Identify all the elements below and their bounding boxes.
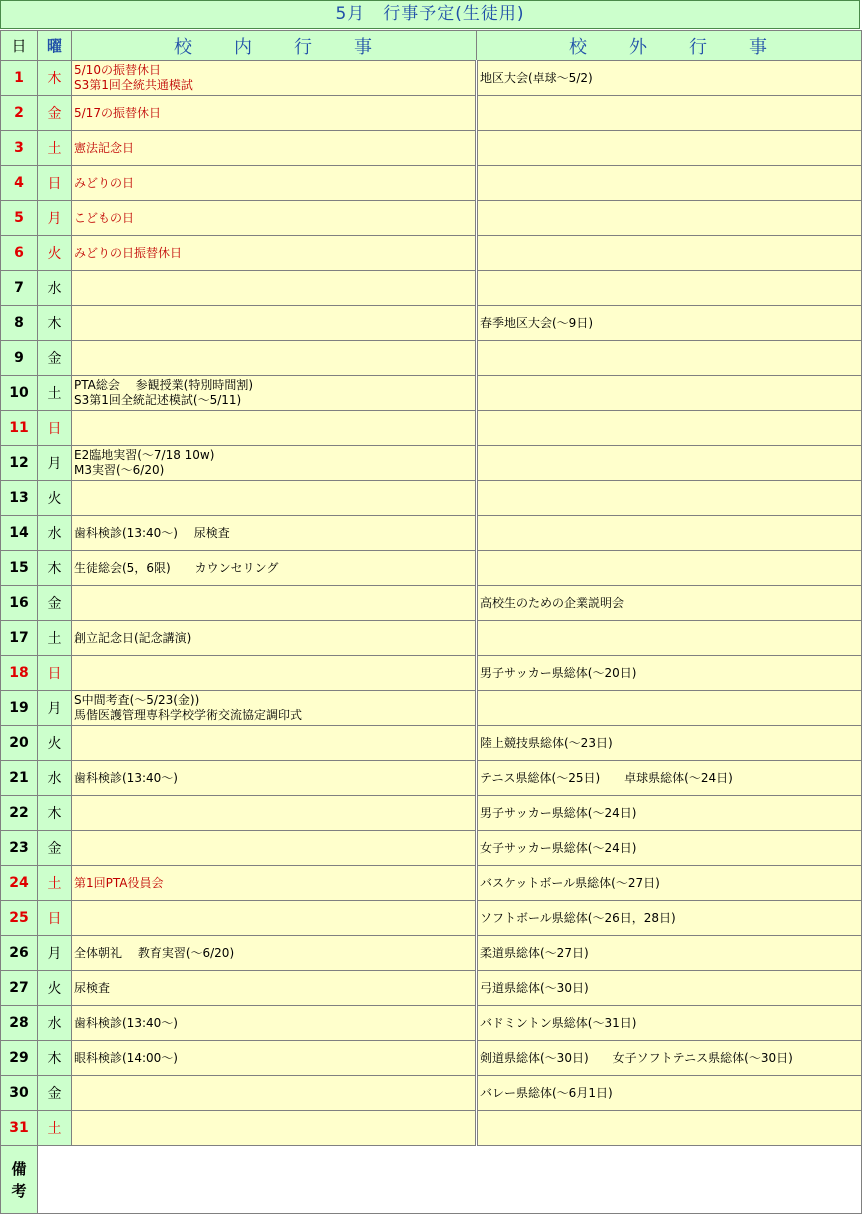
out-school-event-text: 弓道県総体(～30日) <box>480 980 589 995</box>
weekday: 土 <box>38 866 72 901</box>
out-school-event-text: バスケットボール県総体(～27日) <box>480 875 660 890</box>
in-school-events[interactable] <box>72 306 477 341</box>
in-school-event-text: 歯科検診(13:40～) 尿検査 <box>74 525 230 540</box>
in-school-event-text: E2臨地実習(～7/18 10w) <box>74 448 215 462</box>
out-school-event-text: バレー県総体(～6月1日) <box>480 1085 613 1100</box>
weekday: 日 <box>38 411 72 446</box>
weekday: 金 <box>38 586 72 621</box>
day-row <box>1 96 862 131</box>
in-school-events[interactable] <box>72 551 477 586</box>
out-school-event-text: 男子サッカー県総体(～20日) <box>480 665 637 680</box>
out-school-events[interactable] <box>477 551 862 586</box>
day-number: 8 <box>1 306 38 341</box>
day-number: 12 <box>1 446 38 481</box>
in-school-event-text: 全体朝礼 教育実習(～6/20) <box>74 945 235 960</box>
out-school-events[interactable] <box>477 446 862 481</box>
in-school-events[interactable] <box>72 971 477 1006</box>
in-school-event-text: 馬偕医護管理専科学校学術交流協定調印式 <box>74 708 303 722</box>
weekday: 木 <box>38 796 72 831</box>
day-number: 24 <box>1 866 38 901</box>
day-row <box>1 1041 862 1076</box>
weekday: 火 <box>38 726 72 761</box>
out-school-events[interactable] <box>477 131 862 166</box>
day-number: 29 <box>1 1041 38 1076</box>
day-number: 4 <box>1 166 38 201</box>
day-number: 31 <box>1 1111 38 1146</box>
day-number: 26 <box>1 936 38 971</box>
day-number: 11 <box>1 411 38 446</box>
day-number: 7 <box>1 271 38 306</box>
day-number: 20 <box>1 726 38 761</box>
weekday: 水 <box>38 1006 72 1041</box>
in-school-event-text: 創立記念日(記念講演) <box>74 630 192 645</box>
out-school-event-text: ソフトボール県総体(～26日，28日) <box>480 910 676 925</box>
weekday: 日 <box>38 166 72 201</box>
in-school-events[interactable] <box>72 726 477 761</box>
day-row <box>1 551 862 586</box>
out-school-events[interactable] <box>477 1076 862 1111</box>
in-school-events[interactable] <box>72 236 477 271</box>
header-day: 日 <box>1 31 38 61</box>
out-school-events[interactable] <box>477 1006 862 1041</box>
day-row <box>1 446 862 481</box>
in-school-event-text: 5/17の振替休日 <box>74 105 161 120</box>
in-school-event-text: S3第1回全統共通模試 <box>74 78 193 92</box>
in-school-events[interactable] <box>72 586 477 621</box>
day-number: 6 <box>1 236 38 271</box>
in-school-events[interactable] <box>72 166 477 201</box>
weekday: 土 <box>38 621 72 656</box>
in-school-event-text: S中間考査(～5/23(金)) <box>74 693 200 707</box>
in-school-events[interactable] <box>72 376 477 411</box>
weekday: 土 <box>38 376 72 411</box>
out-school-event-text: 高校生のための企業説明会 <box>480 595 625 610</box>
out-school-events[interactable] <box>477 376 862 411</box>
weekday: 金 <box>38 96 72 131</box>
weekday: 火 <box>38 236 72 271</box>
out-school-events[interactable] <box>477 306 862 341</box>
notes-label-2: 考 <box>11 1181 27 1200</box>
in-school-events[interactable] <box>72 901 477 936</box>
day-row <box>1 341 862 376</box>
day-row <box>1 166 862 201</box>
day-row <box>1 726 862 761</box>
out-school-events[interactable] <box>477 61 862 96</box>
out-school-event-text: バドミントン県総体(～31日) <box>480 1015 637 1030</box>
notes-body[interactable] <box>38 1146 862 1214</box>
day-number: 18 <box>1 656 38 691</box>
in-school-events[interactable] <box>72 1006 477 1041</box>
day-number: 19 <box>1 691 38 726</box>
weekday: 水 <box>38 516 72 551</box>
day-row <box>1 691 862 726</box>
in-school-event-text: 眼科検診(14:00～) <box>74 1050 178 1065</box>
day-row <box>1 831 862 866</box>
out-school-event-text: 男子サッカー県総体(～24日) <box>480 805 637 820</box>
in-school-events[interactable] <box>72 271 477 306</box>
out-school-events[interactable] <box>477 901 862 936</box>
weekday: 金 <box>38 1076 72 1111</box>
day-row <box>1 621 862 656</box>
day-number: 30 <box>1 1076 38 1111</box>
out-school-events[interactable] <box>477 96 862 131</box>
in-school-events[interactable] <box>72 341 477 376</box>
out-school-events[interactable] <box>477 236 862 271</box>
out-school-event-text: 地区大会(卓球～5/2) <box>480 70 593 85</box>
weekday: 木 <box>38 551 72 586</box>
out-school-events[interactable] <box>477 411 862 446</box>
in-school-events[interactable] <box>72 621 477 656</box>
in-school-event-text: PTA総会 参観授業(特別時間割) <box>74 378 254 392</box>
notes-row <box>1 1146 862 1214</box>
in-school-event-text: 第1回PTA役員会 <box>74 875 164 890</box>
day-number: 9 <box>1 341 38 376</box>
weekday: 木 <box>38 61 72 96</box>
day-row <box>1 271 862 306</box>
out-school-event-text: 剣道県総体(～30日) 女子ソフトテニス県総体(～30日) <box>480 1050 793 1065</box>
in-school-events[interactable] <box>72 1111 477 1146</box>
weekday: 水 <box>38 271 72 306</box>
day-number: 28 <box>1 1006 38 1041</box>
day-number: 2 <box>1 96 38 131</box>
out-school-event-text: 陸上競技県総体(～23日) <box>480 735 613 750</box>
in-school-event-text: 歯科検診(13:40～) <box>74 770 178 785</box>
in-school-events[interactable] <box>72 796 477 831</box>
day-number: 16 <box>1 586 38 621</box>
out-school-events[interactable] <box>477 971 862 1006</box>
out-school-events[interactable] <box>477 516 862 551</box>
out-school-events[interactable] <box>477 621 862 656</box>
day-row <box>1 796 862 831</box>
in-school-events[interactable] <box>72 866 477 901</box>
in-school-events[interactable] <box>72 936 477 971</box>
out-school-events[interactable] <box>477 586 862 621</box>
in-school-events[interactable] <box>72 201 477 236</box>
out-school-event-text: 女子サッカー県総体(～24日) <box>480 840 637 855</box>
out-school-events[interactable] <box>477 866 862 901</box>
day-row <box>1 971 862 1006</box>
in-school-events[interactable] <box>72 761 477 796</box>
day-number: 25 <box>1 901 38 936</box>
in-school-event-text: 5/10の振替休日 <box>74 63 161 77</box>
day-number: 17 <box>1 621 38 656</box>
header-out-school: 校 外 行 事 <box>477 31 862 61</box>
out-school-event-text: 柔道県総体(～27日) <box>480 945 589 960</box>
weekday: 土 <box>38 131 72 166</box>
out-school-events[interactable] <box>477 1041 862 1076</box>
day-row <box>1 1006 862 1041</box>
in-school-events[interactable] <box>72 61 477 96</box>
in-school-events[interactable] <box>72 831 477 866</box>
day-number: 23 <box>1 831 38 866</box>
out-school-events[interactable] <box>477 936 862 971</box>
day-row <box>1 866 862 901</box>
out-school-events[interactable] <box>477 271 862 306</box>
in-school-event-text: こどもの日 <box>74 210 135 225</box>
out-school-events[interactable] <box>477 341 862 376</box>
day-row <box>1 201 862 236</box>
in-school-events[interactable] <box>72 1076 477 1111</box>
out-school-events[interactable] <box>477 656 862 691</box>
day-number: 5 <box>1 201 38 236</box>
weekday: 木 <box>38 306 72 341</box>
day-row <box>1 761 862 796</box>
out-school-events[interactable] <box>477 1111 862 1146</box>
weekday: 日 <box>38 656 72 691</box>
out-school-events[interactable] <box>477 831 862 866</box>
in-school-events[interactable] <box>72 96 477 131</box>
weekday: 月 <box>38 691 72 726</box>
day-row <box>1 411 862 446</box>
out-school-events[interactable] <box>477 691 862 726</box>
out-school-events[interactable] <box>477 201 862 236</box>
day-number: 21 <box>1 761 38 796</box>
day-number: 22 <box>1 796 38 831</box>
day-row <box>1 936 862 971</box>
out-school-events[interactable] <box>477 726 862 761</box>
day-row <box>1 1076 862 1111</box>
out-school-event-text: 春季地区大会(～9日) <box>480 315 593 330</box>
day-row <box>1 516 862 551</box>
day-row <box>1 306 862 341</box>
out-school-events[interactable] <box>477 796 862 831</box>
header-in-school: 校 内 行 事 <box>72 31 477 61</box>
in-school-events[interactable] <box>72 1041 477 1076</box>
weekday: 月 <box>38 936 72 971</box>
day-number: 10 <box>1 376 38 411</box>
day-row <box>1 376 862 411</box>
day-number: 3 <box>1 131 38 166</box>
weekday: 水 <box>38 761 72 796</box>
in-school-event-text: S3第1回全統記述模試(～5/11) <box>74 393 242 407</box>
notes-label <box>1 1146 38 1214</box>
weekday: 金 <box>38 341 72 376</box>
day-number: 14 <box>1 516 38 551</box>
in-school-event-text: M3実習(～6/20) <box>74 463 165 477</box>
in-school-events[interactable] <box>72 131 477 166</box>
weekday: 日 <box>38 901 72 936</box>
weekday: 月 <box>38 446 72 481</box>
day-row <box>1 586 862 621</box>
in-school-event-text: みどりの日振替休日 <box>74 245 183 260</box>
in-school-event-text: みどりの日 <box>74 175 135 190</box>
day-number: 13 <box>1 481 38 516</box>
out-school-event-text: テニス県総体(～25日) 卓球県総体(～24日) <box>480 770 733 785</box>
weekday: 火 <box>38 481 72 516</box>
in-school-events[interactable] <box>72 411 477 446</box>
in-school-event-text: 生徒総会(5，6限) カウンセリング <box>74 560 279 575</box>
in-school-events[interactable] <box>72 446 477 481</box>
in-school-events[interactable] <box>72 481 477 516</box>
in-school-events[interactable] <box>72 656 477 691</box>
day-row <box>1 481 862 516</box>
day-number: 15 <box>1 551 38 586</box>
schedule-table <box>0 30 862 1214</box>
day-row <box>1 901 862 936</box>
weekday: 木 <box>38 1041 72 1076</box>
day-row <box>1 131 862 166</box>
weekday: 月 <box>38 201 72 236</box>
header-weekday: 曜 <box>38 31 72 61</box>
in-school-event-text: 歯科検診(13:40～) <box>74 1015 178 1030</box>
weekday: 金 <box>38 831 72 866</box>
in-school-event-text: 憲法記念日 <box>74 140 135 155</box>
out-school-events[interactable] <box>477 481 862 516</box>
out-school-events[interactable] <box>477 166 862 201</box>
out-school-events[interactable] <box>477 761 862 796</box>
weekday: 火 <box>38 971 72 1006</box>
day-row <box>1 61 862 96</box>
day-row <box>1 236 862 271</box>
day-number: 27 <box>1 971 38 1006</box>
header-row <box>1 31 862 61</box>
page-title: 5月 行事予定(生徒用) <box>0 0 860 29</box>
in-school-events[interactable] <box>72 691 477 726</box>
in-school-events[interactable] <box>72 516 477 551</box>
notes-label-1: 備 <box>11 1159 27 1178</box>
day-row <box>1 1111 862 1146</box>
day-number: 1 <box>1 61 38 96</box>
day-row <box>1 656 862 691</box>
in-school-event-text: 尿検査 <box>74 980 111 995</box>
weekday: 土 <box>38 1111 72 1146</box>
